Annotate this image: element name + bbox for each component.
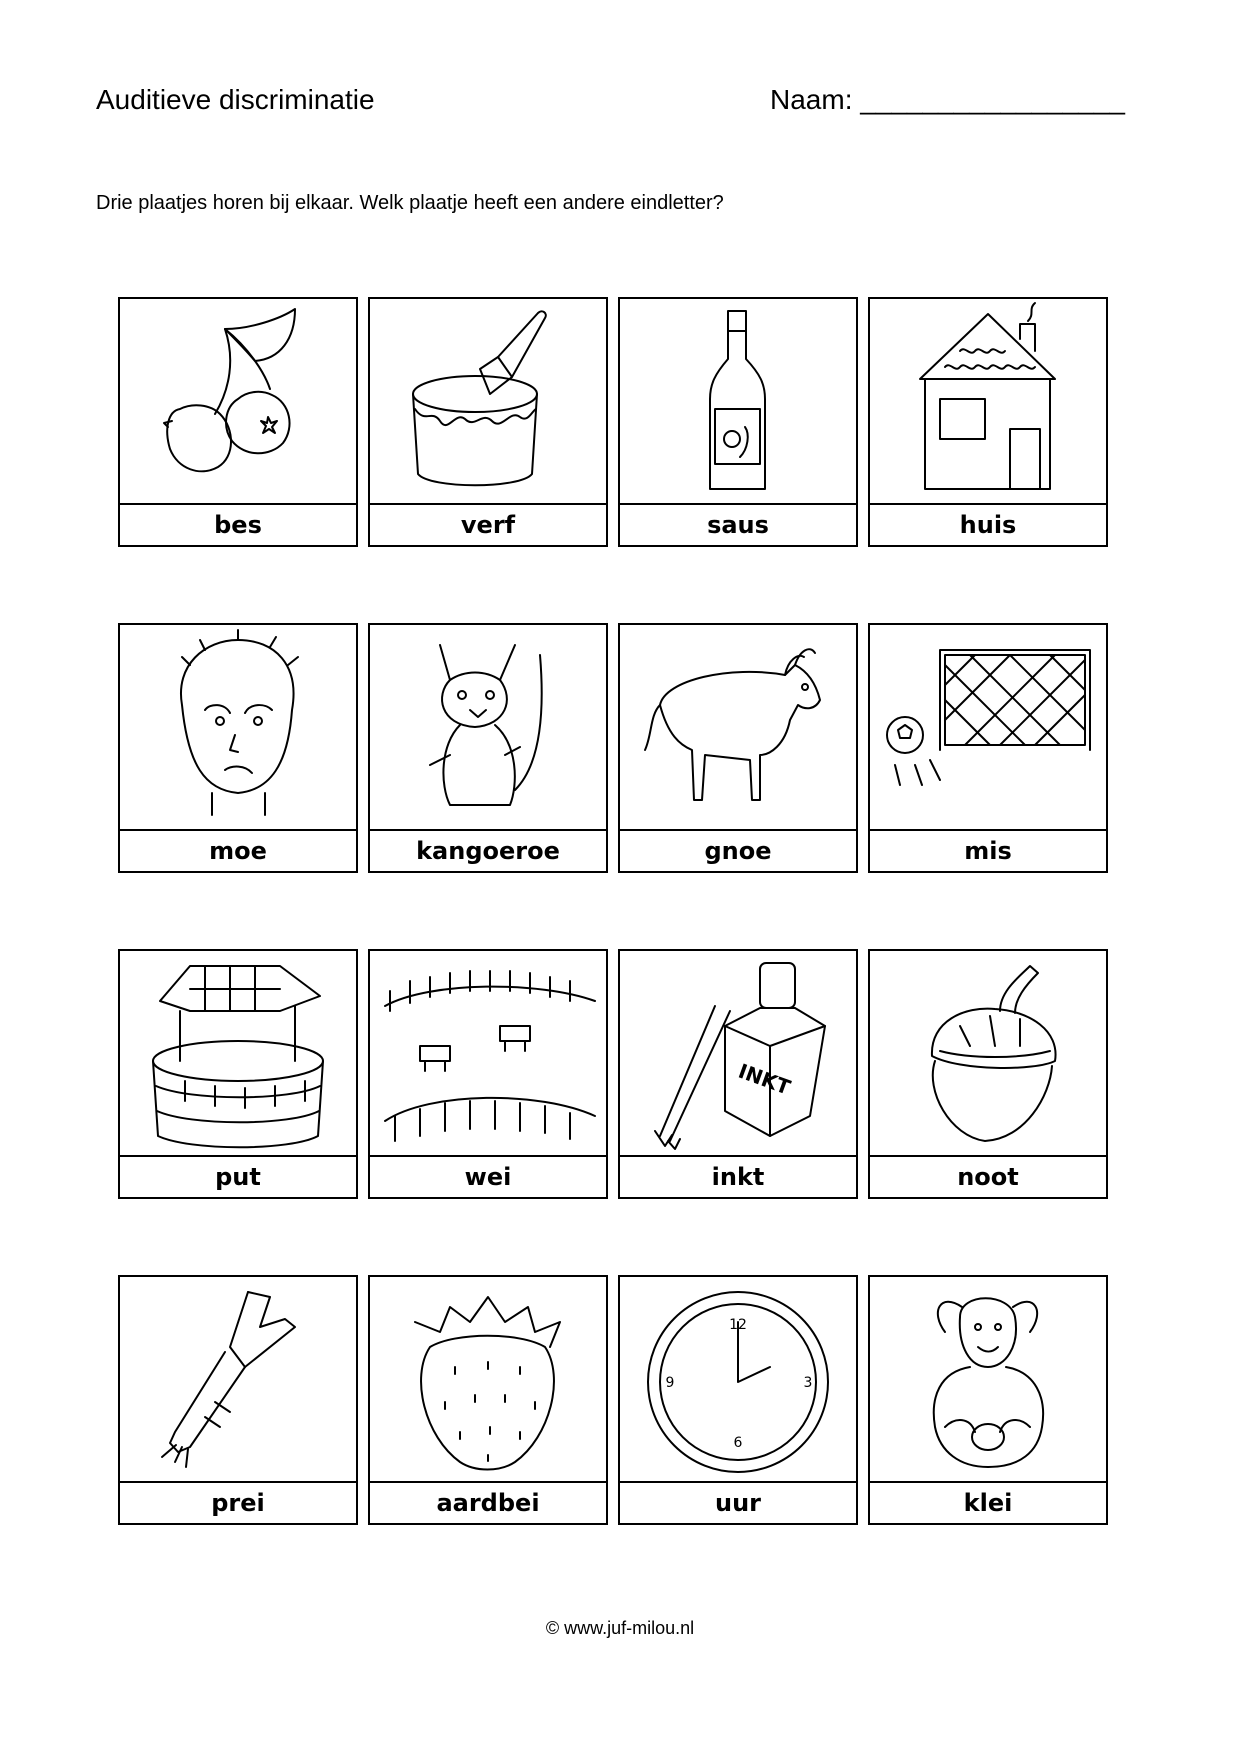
card-label: moe	[120, 829, 356, 871]
card-label: gnoe	[620, 829, 856, 871]
card-saus[interactable]	[618, 297, 858, 547]
gnu-icon	[620, 625, 856, 831]
meadow-icon	[370, 951, 606, 1157]
clock-number-6: 6	[733, 1435, 743, 1451]
kangaroo-icon	[370, 625, 606, 831]
card-inkt[interactable]	[618, 949, 858, 1199]
girl-with-clay-icon	[870, 1277, 1106, 1483]
paint-can-icon	[370, 299, 606, 505]
card-label: bes	[120, 503, 356, 545]
card-prei[interactable]	[118, 1275, 358, 1525]
card-put[interactable]	[118, 949, 358, 1199]
card-uur[interactable]	[618, 1275, 858, 1525]
card-moe[interactable]	[118, 623, 358, 873]
strawberry-icon	[370, 1277, 606, 1483]
card-verf[interactable]	[368, 297, 608, 547]
card-label: mis	[870, 829, 1106, 871]
card-kangoeroe[interactable]	[368, 623, 608, 873]
clock-number-12: 12	[729, 1317, 747, 1333]
acorn-icon	[870, 951, 1106, 1157]
copyright-footer: © www.juf-milou.nl	[545, 1618, 695, 1638]
card-bes[interactable]	[118, 297, 358, 547]
leek-icon	[120, 1277, 356, 1483]
card-mis[interactable]	[868, 623, 1108, 873]
card-label: verf	[370, 503, 606, 545]
card-label: wei	[370, 1155, 606, 1197]
card-noot[interactable]	[868, 949, 1108, 1199]
card-label: noot	[870, 1155, 1106, 1197]
card-aardbei[interactable]	[368, 1275, 608, 1525]
card-label: put	[120, 1155, 356, 1197]
ink-label: INKT	[735, 1058, 794, 1100]
instruction-text: Drie plaatjes horen bij elkaar. Welk plaatje heeft een andere eindletter?	[96, 192, 724, 214]
card-label: kangoeroe	[370, 829, 606, 871]
berries-icon	[120, 299, 356, 505]
card-label: aardbei	[370, 1481, 606, 1523]
missed-goal-icon	[870, 625, 1106, 831]
clock-number-9: 9	[665, 1375, 675, 1391]
clock-icon	[620, 1277, 856, 1483]
name-field-label: Naam: _________________	[770, 84, 1125, 115]
card-gnoe[interactable]	[618, 623, 858, 873]
card-klei[interactable]	[868, 1275, 1108, 1525]
card-label: huis	[870, 503, 1106, 545]
card-label: uur	[620, 1481, 856, 1523]
tired-face-icon	[120, 625, 356, 831]
ink-bottle-icon	[620, 951, 856, 1157]
card-label: klei	[870, 1481, 1106, 1523]
card-label: inkt	[620, 1155, 856, 1197]
card-label: saus	[620, 503, 856, 545]
card-huis[interactable]	[868, 297, 1108, 547]
sauce-bottle-icon	[620, 299, 856, 505]
well-icon	[120, 951, 356, 1157]
card-label: prei	[120, 1481, 356, 1523]
clock-number-3: 3	[803, 1375, 813, 1391]
worksheet-title: Auditieve discriminatie	[96, 84, 375, 115]
house-icon	[870, 299, 1106, 505]
card-wei[interactable]	[368, 949, 608, 1199]
